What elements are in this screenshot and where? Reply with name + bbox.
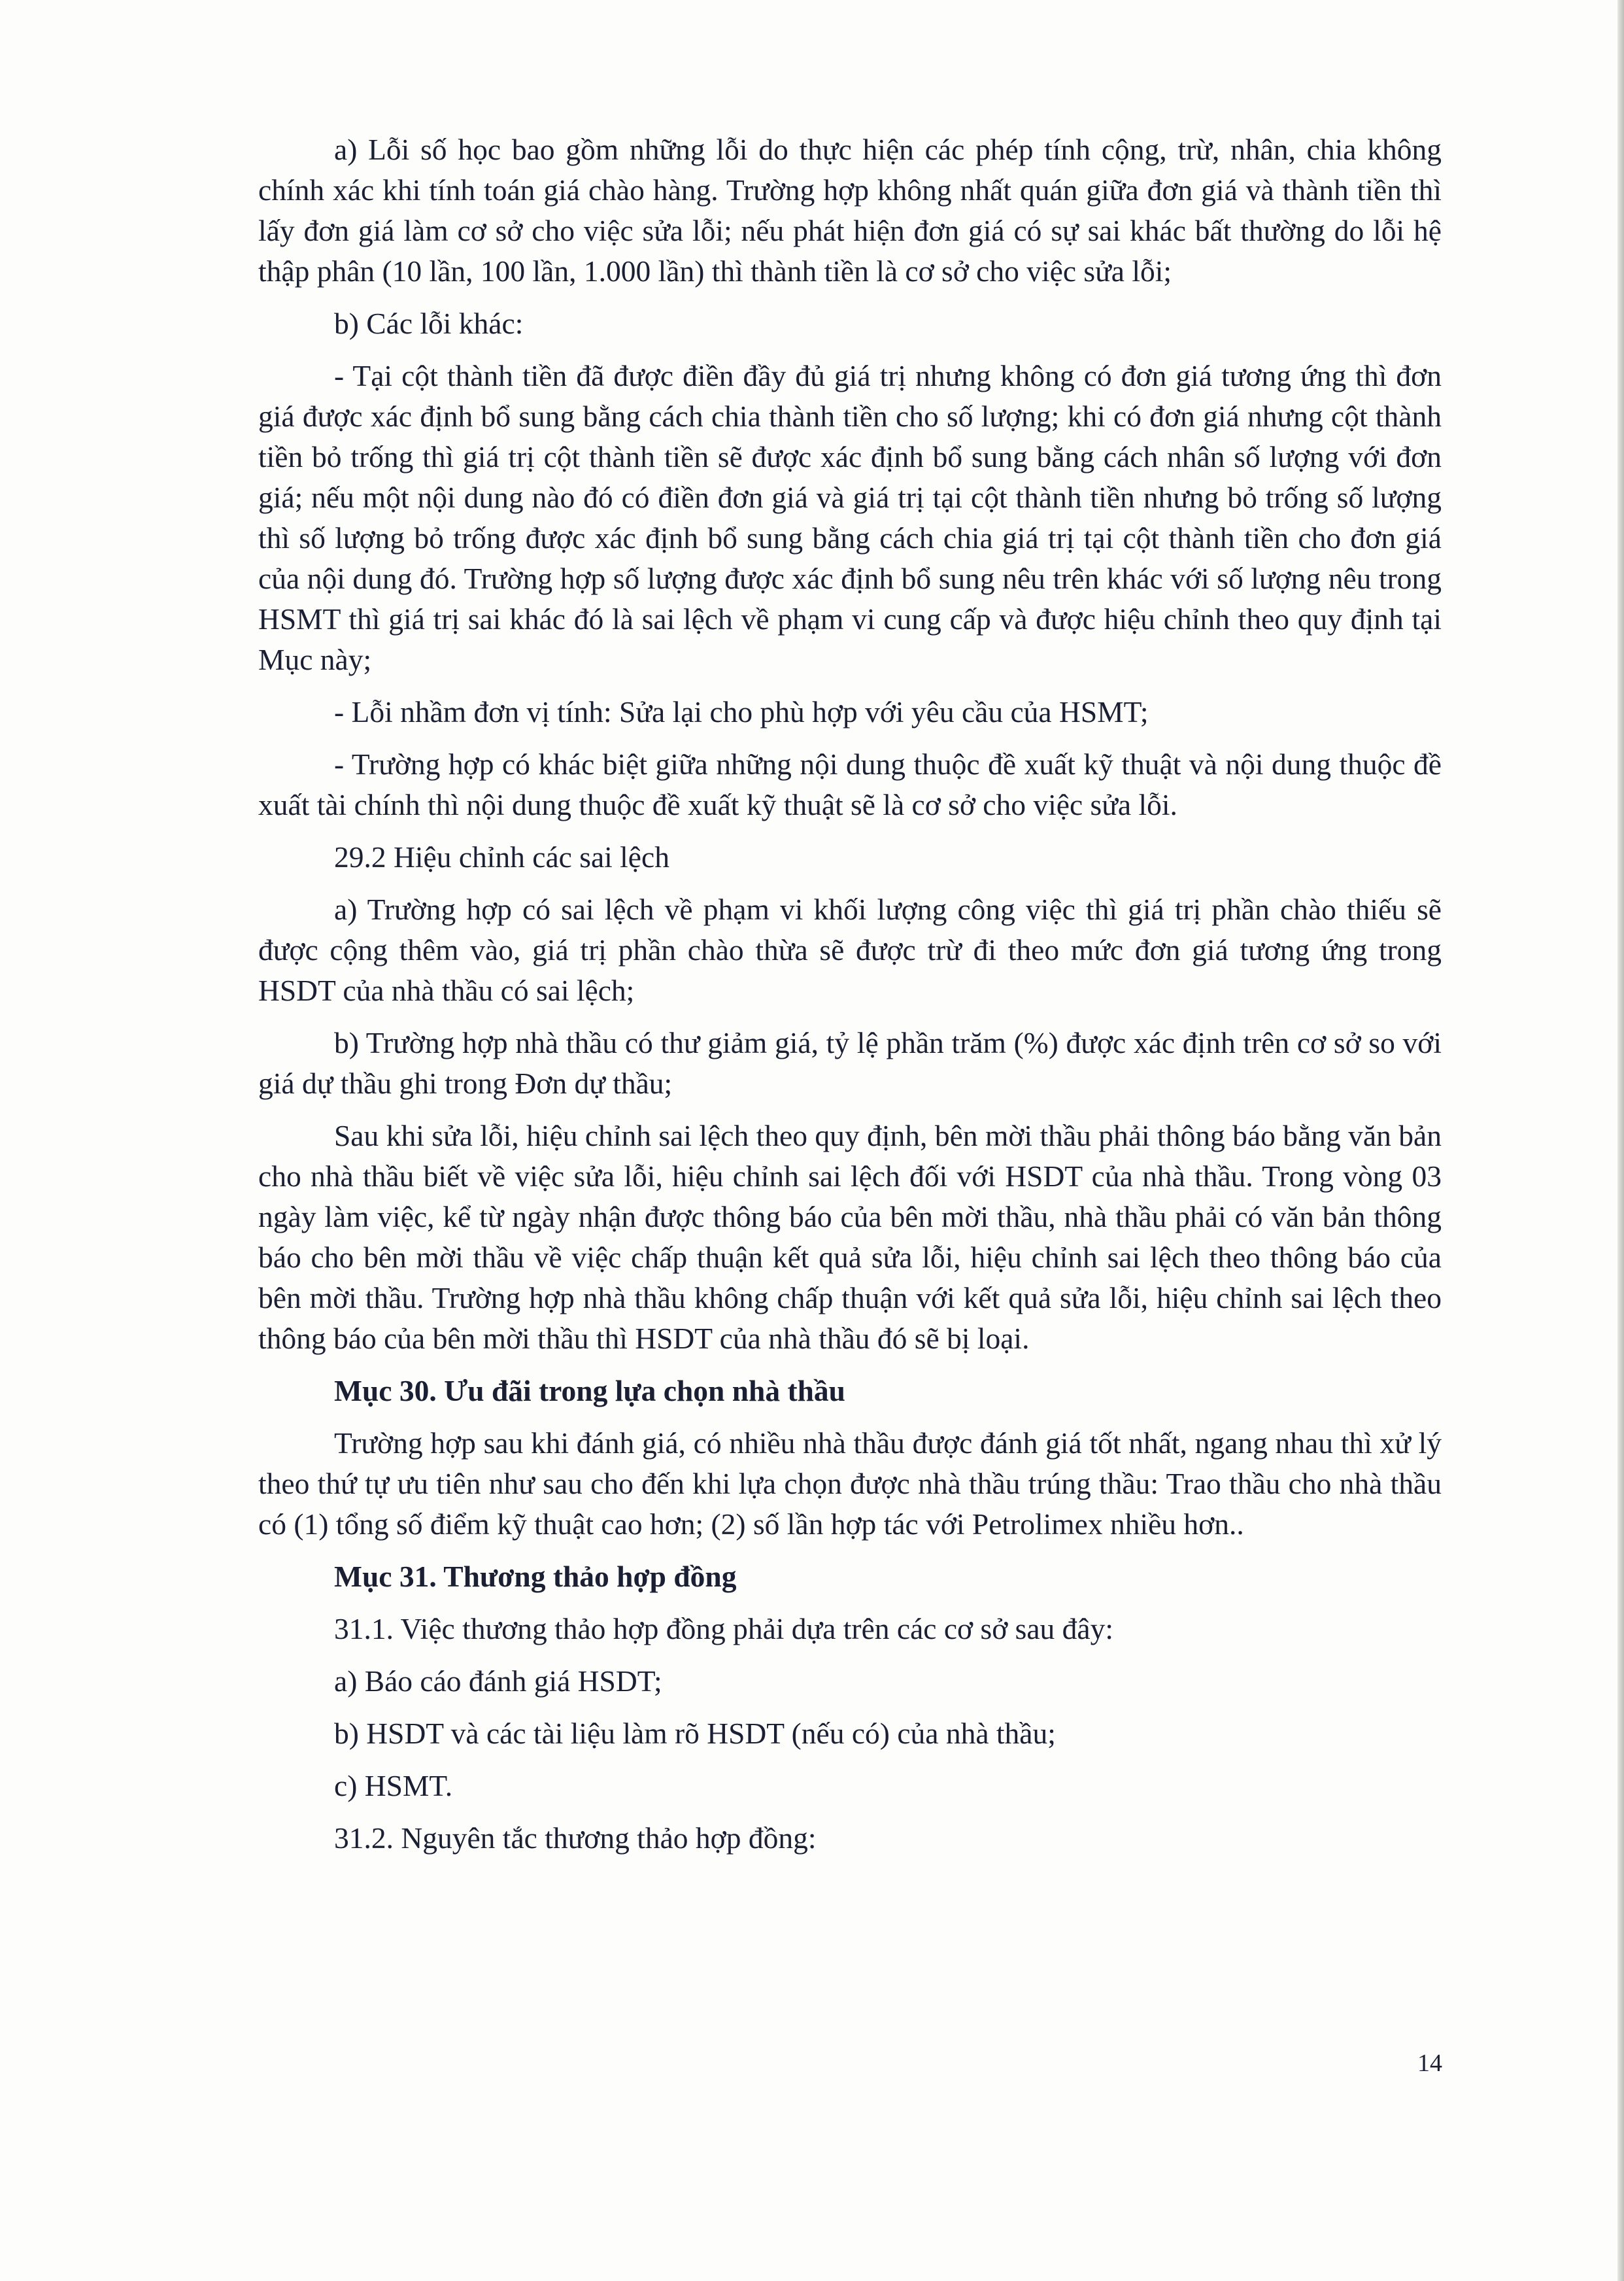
section-heading-30: Mục 30. Ưu đãi trong lựa chọn nhà thầu (334, 1374, 845, 1407)
paragraph-other-errors-label: b) Các lỗi khác: (334, 307, 524, 340)
paragraph-negotiation-basis: 31.1. Việc thương thảo hợp đồng phải dựa trên các cơ sở sau đây: (334, 1612, 1113, 1645)
paragraph-scope-deviation: a) Trường hợp có sai lệch về phạm vi khối lượng công việc thì giá trị phần chào thiếu sẽ được cộng thêm vào, giá trị phần chào thừa sẽ được trừ đi theo mức đơn giá tương ứng trong HSDT của nhà thầu có sai lệch; (258, 893, 1442, 1007)
paragraph-arithmetic-errors: a) Lỗi số học bao gồm những lỗi do thực hiện các phép tính cộng, trừ, nhân, chia không chính xác khi tính toán giá chào hàng. Trường hợp không nhất quán giữa đơn giá và thành tiền thì lấy đơn giá làm cơ sở cho việc sửa lỗi; nếu phát hiện đơn giá có sự sai khác bất thường do lỗi hệ thập phân (10 lần, 100 lần, 1.000 lần) thì thành tiền là cơ sở cho việc sửa lỗi; (258, 133, 1442, 288)
paragraph-notification: Sau khi sửa lỗi, hiệu chỉnh sai lệch theo quy định, bên mời thầu phải thông báo bằng văn bản cho nhà thầu biết về việc sửa lỗi, hiệu chỉnh sai lệch đối với HSDT của nhà thầu. Trong vòng 03 ngày làm việc, kể từ ngày nhận được thông báo của bên mời thầu, nhà thầu phải có văn bản thông báo cho bên mời thầu về việc chấp thuận kết quả sửa lỗi, hiệu chỉnh sai lệch theo thông báo của bên mời thầu. Trường hợp nhà thầu không chấp thuận với kết quả sửa lỗi, hiệu chỉnh sai lệch theo thông báo của bên mời thầu thì HSDT của nhà thầu đó sẽ bị loại. (258, 1119, 1442, 1355)
body-text (258, 129, 1442, 1870)
page-number: 14 (1417, 2049, 1442, 2077)
paragraph-deviation-heading: 29.2 Hiệu chỉnh các sai lệch (334, 840, 669, 874)
page-edge (1617, 0, 1624, 2281)
paragraph-discount-letter: b) Trường hợp nhà thầu có thư giảm giá, tỷ lệ phần trăm (%) được xác định trên cơ sở so với giá dự thầu ghi trong Đơn dự thầu; (258, 1026, 1442, 1100)
list-item-hsmt: c) HSMT. (334, 1769, 453, 1802)
paragraph-negotiation-principles: 31.2. Nguyên tắc thương thảo hợp đồng: (334, 1821, 817, 1855)
paragraph-missing-values: - Tại cột thành tiền đã được điền đầy đủ giá trị nhưng không có đơn giá tương ứng thì đơn giá được xác định bổ sung bằng cách chia thành tiền cho số lượng; khi có đơn giá nhưng cột thành tiền bỏ trống thì giá trị cột thành tiền sẽ được xác định bổ sung bằng cách nhân số lượng với đơn giá; nếu một nội dung nào đó có điền đơn giá và giá trị tại cột thành tiền nhưng bỏ trống số lượng thì số lượng bỏ trống được xác định bổ sung bằng cách chia giá trị tại cột thành tiền cho đơn giá của nội dung đó. Trường hợp số lượng được xác định bổ sung nêu trên khác với số lượng nêu trong HSMT thì giá trị sai khác đó là sai lệch về phạm vi cung cấp và được hiệu chỉnh theo quy định tại Mục này; (258, 359, 1442, 676)
paragraph-unit-errors: - Lỗi nhầm đơn vị tính: Sửa lại cho phù hợp với yêu cầu của HSMT; (334, 695, 1149, 729)
paragraph-technical-vs-financial: - Trường hợp có khác biệt giữa những nội dung thuộc đề xuất kỹ thuật và nội dung thuộc đề xuất tài chính thì nội dung thuộc đề xuất kỹ thuật sẽ là cơ sở cho việc sửa lỗi. (258, 747, 1442, 821)
list-item-hsdt-documents: b) HSDT và các tài liệu làm rõ HSDT (nếu có) của nhà thầu; (334, 1717, 1056, 1750)
section-heading-31: Mục 31. Thương thảo hợp đồng (334, 1560, 737, 1593)
list-item-evaluation-report: a) Báo cáo đánh giá HSDT; (334, 1664, 662, 1698)
paragraph-tie-breaking: Trường hợp sau khi đánh giá, có nhiều nhà thầu được đánh giá tốt nhất, ngang nhau thì xử lý theo thứ tự ưu tiên như sau cho đến khi lựa chọn được nhà thầu trúng thầu: Trao thầu cho nhà thầu có (1) tổng số điểm kỹ thuật cao hơn; (2) số lần hợp tác với Petrolimex nhiều hơn.. (258, 1426, 1442, 1541)
